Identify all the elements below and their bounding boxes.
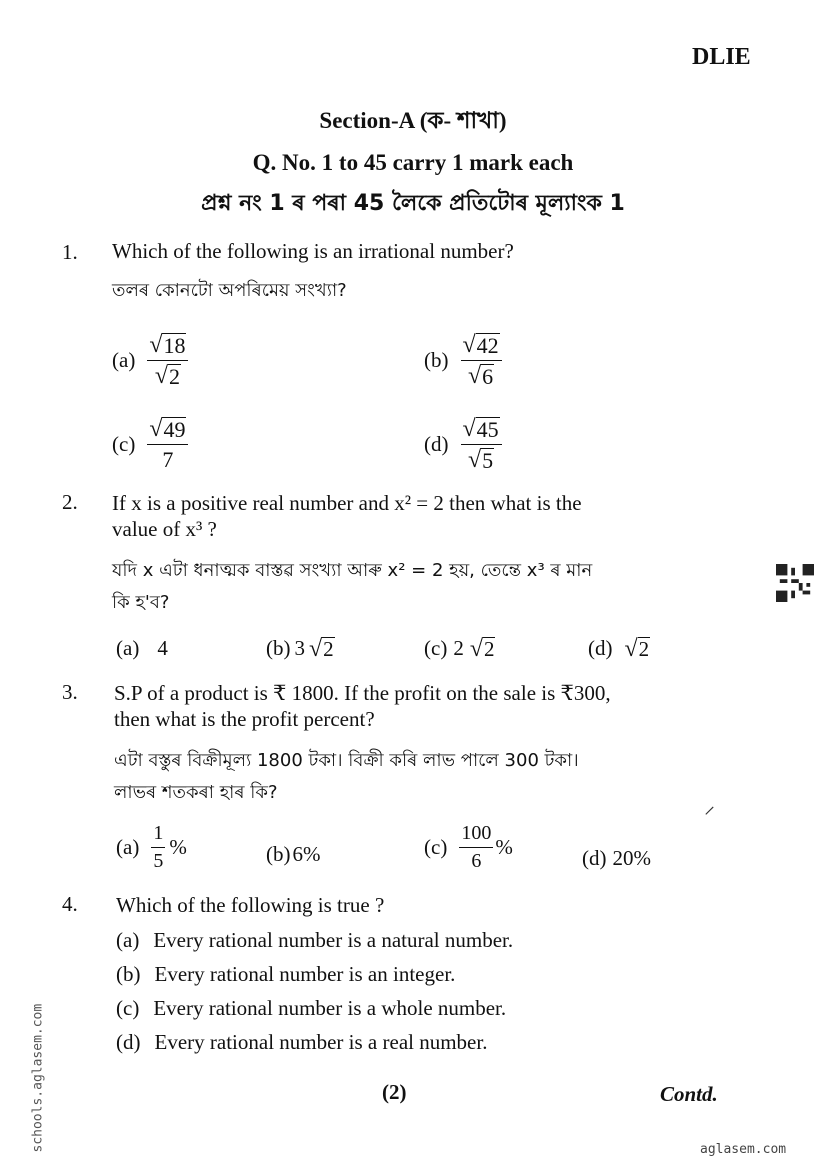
option-label: (a) [116,835,140,859]
option-label: (c) [424,636,448,660]
q1-number: 1. [62,240,78,264]
denominator: 2 [168,363,180,389]
fraction [151,822,165,873]
option-label: (a) [116,636,140,660]
fraction: √ 18 √ 2 [147,332,188,389]
option-value: Every rational number is a natural number. [153,928,514,952]
radicand: 2 [638,637,650,662]
q2-text-en-line2: value of x³ ? [112,517,217,541]
section-title: Section-A (ক- শাখা) [319,108,507,133]
q2-number: 2. [62,490,78,514]
denominator: 6 [482,363,494,389]
numerator: 100 [459,822,493,848]
q4-option-b [116,962,455,987]
q1-text-en: Which of the following is an irrational number? [112,239,514,263]
option-label: (d) [588,636,613,660]
q4-text-en: Which of the following is true ? [116,893,385,917]
option-label: (b) [116,962,141,986]
option-label: (d) [116,1030,141,1054]
q4-option-d [116,1030,487,1055]
q2-text-as-line2: কি হ'ব? [112,592,170,613]
q1-option-d [424,416,502,473]
option-label: (c) [116,996,140,1020]
option-label: (b) [266,842,291,866]
qr-code-icon [776,564,814,602]
denominator: 5 [482,447,494,473]
q1-option-b [424,332,502,389]
q1-option-a [112,332,188,389]
pen-mark-icon: ⸝ [704,793,716,818]
q3-option-a [116,822,187,873]
paper-code: DLIE [692,44,751,70]
q3-text-en-line1: S.P of a product is ₹ 1800. If the profit on the sale is ₹300, [114,681,611,705]
percent-sign: % [495,835,513,859]
bottom-watermark: aglasem.com [700,1142,787,1157]
option-value: 20% [612,846,651,870]
q3-text-as-line1: এটা বস্তুৰ বিক্ৰীমূল্য 1800 টকা। বিক্ৰী কৰি লাভ পালে 300 টকা। [114,750,579,771]
q1-option-c [112,416,188,473]
q3-option-d [582,846,651,871]
q2-text-as-line1: যদি x এটা ধনাত্মক বাস্তৱ সংখ্যা আৰু x² = 2 হয়, তেন্তে x³ ৰ মান [112,560,593,581]
option-value: Every rational number is a whole number. [153,996,507,1020]
fraction: √ 45 √ 5 [461,416,502,473]
option-value: 6% [292,842,321,866]
radicand: 2 [483,637,495,662]
q2-option-b: (b) 3 √ 2 [266,635,334,662]
q2-option-d: (d) √ 2 [588,635,650,662]
option-label: (a) [116,928,140,952]
q3-number: 3. [62,680,78,704]
option-label: (d) [424,432,449,456]
option-value: Every rational number is a real number. [154,1030,488,1054]
coefficient: 2 [453,636,464,660]
fraction [459,822,493,873]
numerator: 45 [476,416,499,442]
denominator: 5 [153,850,164,872]
fraction: √ 49 7 [147,416,188,473]
numerator: 42 [476,332,499,358]
radicand: 2 [323,637,334,662]
q3-text-as-line2: লাভৰ শতকৰা হাৰ কি? [114,782,278,803]
q4-number: 4. [62,892,78,916]
option-label: (c) [112,432,136,456]
option-label: (a) [112,348,136,372]
q2-option-c: (c) 2 √ 2 [424,635,495,662]
denominator: 6 [471,850,482,872]
option-label: (d) [582,846,607,870]
q1-text-as: তলৰ কোনটো অপৰিমেয় সংখ্যা? [112,280,347,301]
percent-sign: % [169,835,187,859]
option-label: (c) [424,835,448,859]
contd-label: Contd. [660,1082,718,1106]
q4-option-a [116,928,513,953]
numerator: 1 [151,822,165,848]
option-label: (b) [424,348,449,372]
q4-option-c [116,996,506,1021]
q3-option-c [424,822,513,873]
option-value: Every rational number is an integer. [154,962,456,986]
denominator: 7 [162,447,174,472]
q2-option-a [116,636,168,661]
fraction: √ 42 √ 6 [461,332,502,389]
q2-text-en-line1: If x is a positive real number and x² = 2 then what is the [112,491,582,515]
side-watermark: schools.aglasem.com [30,1003,46,1153]
option-value: 4 [157,636,168,660]
marks-instruction-as: প্ৰশ্ন নং 1 ৰ পৰা 45 লৈকে প্ৰতিটোৰ মূল্যাংক 1 [201,191,625,216]
q3-option-b [266,842,321,867]
option-label: (b) [266,636,291,660]
page-number: (2) [382,1080,407,1104]
numerator: 18 [163,332,186,358]
q3-text-en-line2: then what is the profit percent? [114,707,375,731]
numerator: 49 [163,416,186,442]
marks-instruction-en: Q. No. 1 to 45 carry 1 mark each [252,150,574,175]
coefficient: 3 [294,636,305,660]
